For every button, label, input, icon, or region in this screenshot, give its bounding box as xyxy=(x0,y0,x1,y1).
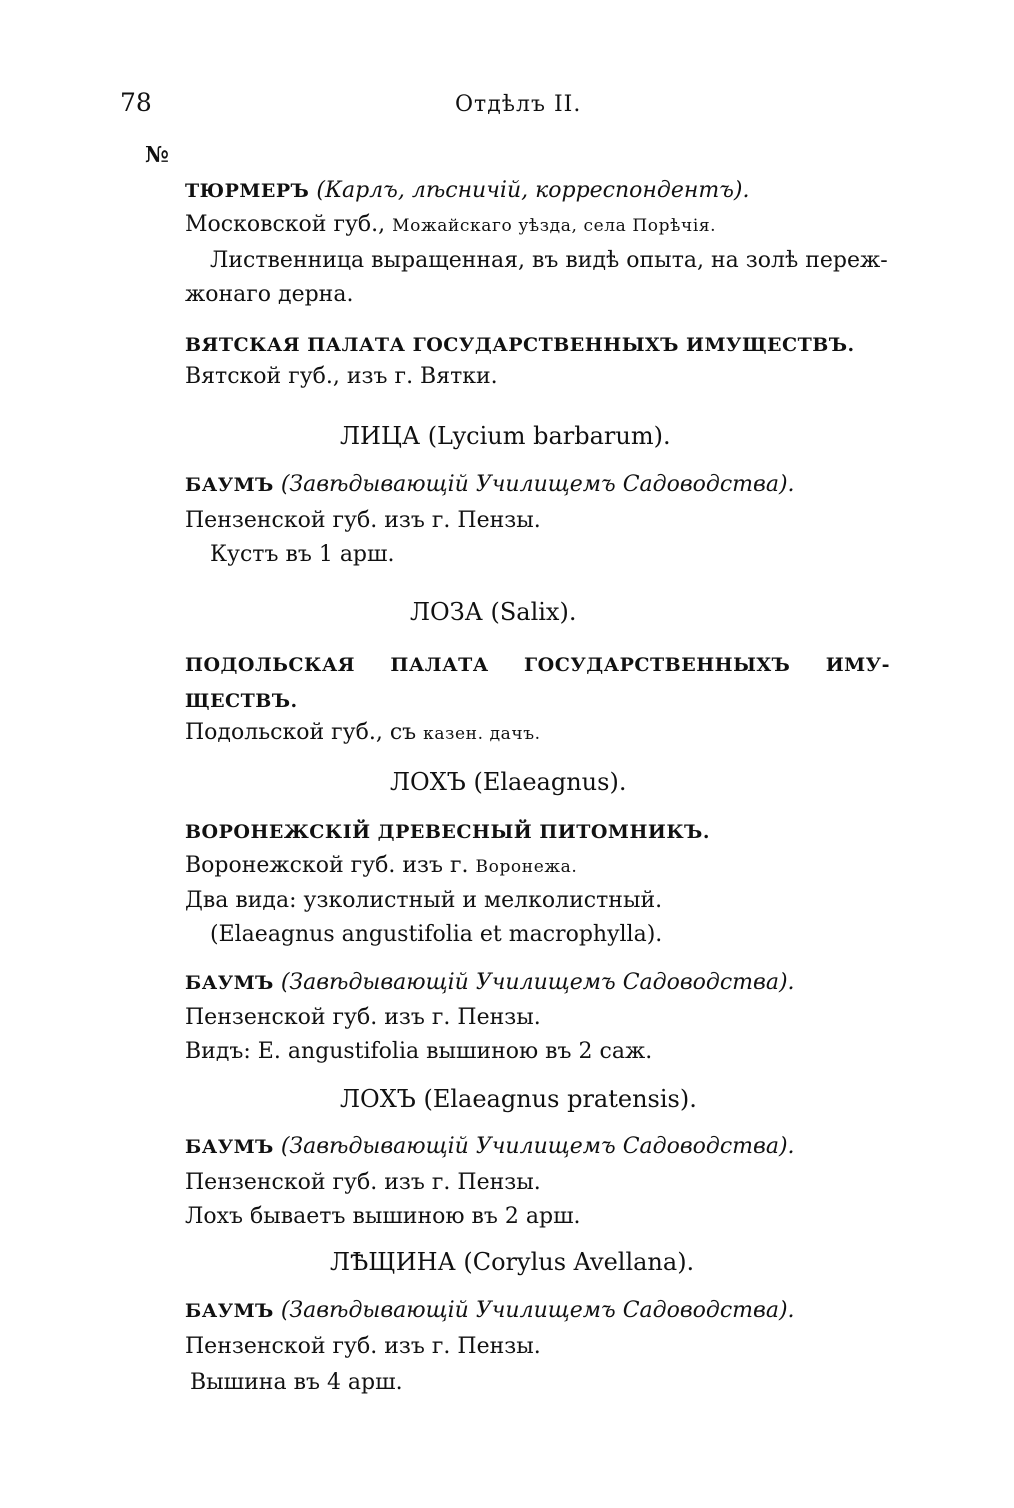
running-title: Отдѣлъ II. xyxy=(455,92,582,117)
institution-word: ИМУ- xyxy=(825,654,890,676)
entry-1-exhibitor xyxy=(185,180,749,202)
exhibitor-name: БАУМЪ xyxy=(185,972,274,994)
entry-3-location: Пензенской губ. изъ г. Пензы. xyxy=(185,508,541,533)
species-heading-salix: ЛОЗА (Salix). xyxy=(410,598,577,626)
entry-5-institution: ВОРОНЕЖСКІЙ ДРЕВЕСНЫЙ ПИТОМНИКЪ. xyxy=(185,821,710,843)
entry-5-description: Два вида: узколистный и мелколистный. xyxy=(185,888,663,913)
entry-4-institution xyxy=(185,656,890,675)
entry-6-location: Пензенской губ. изъ г. Пензы. xyxy=(185,1005,541,1030)
location-detail: казен. дачъ. xyxy=(423,724,541,744)
entry-6-description: Видъ: E. angustifolia вышиною въ 2 саж. xyxy=(185,1039,653,1064)
species-heading-elaeagnus: ЛОХЪ (Elaeagnus). xyxy=(390,768,627,796)
exhibitor-role: (Завѣдывающій Училищемъ Садоводства). xyxy=(280,472,795,497)
location-province: Подольской губ., съ xyxy=(185,720,417,745)
entry-8-location: Пензенской губ. изъ г. Пензы. xyxy=(185,1334,541,1359)
location-detail: Воронежа. xyxy=(475,857,578,877)
entry-5-location xyxy=(185,855,577,877)
institution-word: ГОСУДАРСТВЕННЫХЪ xyxy=(524,654,791,676)
entry-3-description: Кустъ въ 1 арш. xyxy=(210,542,395,567)
exhibitor-role: (Завѣдывающій Училищемъ Садоводства). xyxy=(280,1134,795,1159)
exhibitor-name: БАУМЪ xyxy=(185,474,274,496)
entry-1-location xyxy=(185,214,716,236)
number-sign: № xyxy=(145,142,169,168)
entry-1-description-cont: жонаго дерна. xyxy=(185,282,354,307)
species-heading-elaeagnus-pratensis: ЛОХЪ (Elaeagnus pratensis). xyxy=(340,1085,697,1113)
entry-2-location: Вятской губ., изъ г. Вятки. xyxy=(185,364,498,389)
entry-3-exhibitor xyxy=(185,474,795,496)
exhibitor-name: БАУМЪ xyxy=(185,1136,274,1158)
exhibitor-role: (Завѣдывающій Училищемъ Садоводства). xyxy=(280,1298,795,1323)
entry-8-description: Вышина въ 4 арш. xyxy=(190,1370,403,1395)
location-province: Воронежской губ. изъ г. xyxy=(185,853,469,878)
exhibitor-role: (Завѣдывающій Училищемъ Садоводства). xyxy=(280,970,795,995)
location-detail: Можайскаго уѣзда, села Порѣчія. xyxy=(392,216,717,236)
location-province: Московской губ., xyxy=(185,212,386,237)
entry-7-exhibitor xyxy=(185,1136,795,1158)
species-heading-corylus: ЛѢЩИНА (Corylus Avellana). xyxy=(330,1248,695,1276)
entry-7-location: Пензенской губ. изъ г. Пензы. xyxy=(185,1170,541,1195)
species-heading-lycium: ЛИЦА (Lycium barbarum). xyxy=(340,422,671,450)
page-number: 78 xyxy=(120,88,152,117)
exhibitor-role: (Карлъ, лѣсничій, корреспондентъ). xyxy=(316,178,750,203)
entry-1-description: Лиственница выращенная, въ видѣ опыта, на золѣ перeж- xyxy=(210,248,888,273)
institution-word: ПОДОЛЬСКАЯ xyxy=(185,654,356,676)
institution-word: ПАЛАТА xyxy=(390,654,489,676)
entry-4-location xyxy=(185,722,541,744)
entry-2-institution: ВЯТСКАЯ ПАЛАТА ГОСУДАРСТВЕННЫХЪ ИМУЩЕСТВЪ. xyxy=(185,334,855,356)
exhibitor-name: ТЮРМЕРЪ xyxy=(185,180,310,202)
entry-7-description: Лохъ бываетъ вышиною въ 2 арш. xyxy=(185,1204,581,1229)
entry-4-institution-cont: ЩЕСТВЪ. xyxy=(185,690,298,712)
entry-5-description-latin: (Elaeagnus angustifolia et macrophylla). xyxy=(210,922,663,947)
entry-8-exhibitor xyxy=(185,1300,795,1322)
entry-6-exhibitor xyxy=(185,972,795,994)
exhibitor-name: БАУМЪ xyxy=(185,1300,274,1322)
